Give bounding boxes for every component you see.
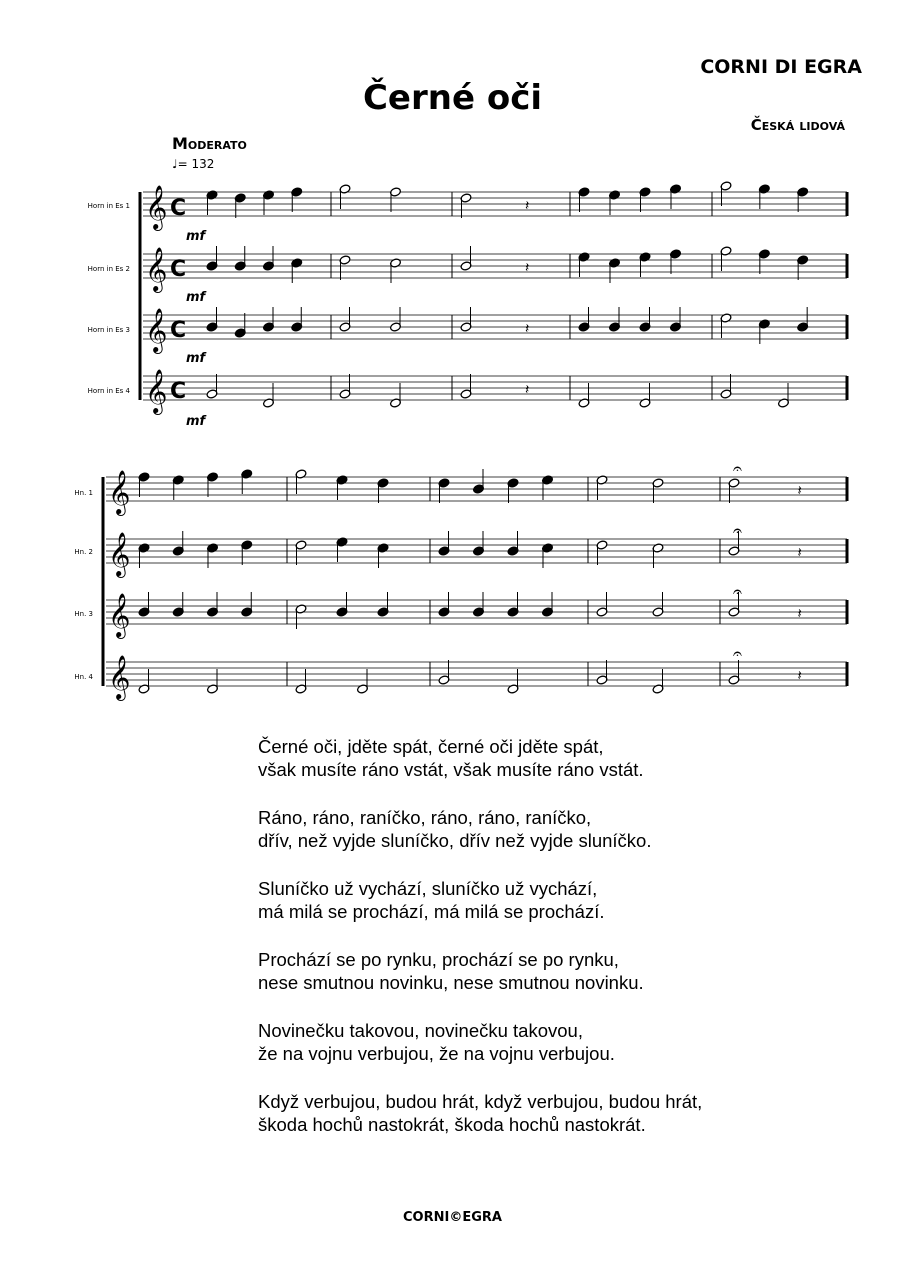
time-signature: C [170, 318, 187, 343]
time-signature: C [170, 379, 187, 404]
fermata: 𝄐 [733, 459, 742, 478]
lyrics-line: nese smutnou novinku, nese smutnou novinku. [258, 972, 644, 993]
lyrics-line: Když verbujou, budou hrát, když verbujou, budou hrát, [258, 1091, 703, 1112]
lyrics-line: škoda hochů nastokrát, škoda hochů nastokrát. [258, 1114, 646, 1135]
lyrics-line: Černé oči, jděte spát, černé oči jděte spát, [258, 736, 604, 757]
treble-clef: 𝄞 [145, 185, 168, 229]
lyrics-line: Prochází se po rynku, prochází se po rynku, [258, 949, 619, 970]
dynamic-mark: mf [186, 229, 206, 244]
dynamic-mark: mf [186, 351, 206, 366]
rest: 𝄽 [797, 668, 802, 684]
lyrics-line: má milá se prochází, má milá se prochází. [258, 901, 605, 922]
staff-label: Horn in Es 1 [87, 202, 130, 210]
lyrics [258, 735, 818, 1161]
treble-clef: 𝄞 [108, 470, 131, 514]
time-signatures [170, 196, 186, 404]
fermata: 𝄐 [733, 521, 742, 540]
treble-clef: 𝄞 [145, 369, 168, 413]
footer-credit: CORNI©EGRA [403, 1210, 502, 1225]
lyrics-stanza [258, 877, 818, 923]
dynamic-mark: mf [186, 290, 206, 305]
rest: 𝄽 [525, 321, 530, 337]
time-signature: C [170, 196, 187, 221]
staff-label: Hn. 2 [74, 548, 93, 556]
staff-label: Horn in Es 4 [87, 387, 130, 395]
treble-clef: 𝄞 [108, 593, 131, 637]
dynamic-mark: mf [186, 414, 206, 429]
rest: 𝄽 [797, 545, 802, 561]
fermata: 𝄐 [733, 582, 742, 601]
time-signature: C [170, 257, 187, 282]
rest: 𝄽 [525, 382, 530, 398]
lyrics-stanza [258, 806, 818, 852]
tempo-marking: Moderato [172, 134, 247, 153]
lyrics-line: dřív, než vyjde sluníčko, dřív než vyjde sluníčko. [258, 830, 652, 851]
system-2-labels [74, 489, 93, 681]
lyrics-line: že na vojnu verbujou, že na vojnu verbujou. [258, 1043, 615, 1064]
system-1-labels [88, 202, 131, 395]
staff-label: Hn. 1 [74, 489, 93, 497]
ensemble-name: CORNI DI EGRA [700, 56, 862, 78]
piece-title: Černé oči [362, 78, 543, 118]
lyrics-stanza [258, 1019, 818, 1065]
staff-label: Hn. 4 [74, 673, 93, 681]
origin-label: Česká lidová [750, 116, 845, 134]
fermata: 𝄐 [733, 644, 742, 663]
rest: 𝄽 [525, 198, 530, 214]
lyrics-line: Ráno, ráno, raníčko, ráno, ráno, raníčko, [258, 807, 592, 828]
treble-clef: 𝄞 [145, 308, 168, 352]
lyrics-line: Sluníčko už vychází, sluníčko už vychází, [258, 878, 598, 899]
staff-label: Horn in Es 2 [87, 265, 130, 273]
lyrics-stanza [258, 948, 818, 994]
treble-clef: 𝄞 [108, 532, 131, 576]
lyrics-stanza [258, 735, 818, 781]
staff-label: Horn in Es 3 [87, 326, 130, 334]
rest: 𝄽 [525, 260, 530, 276]
treble-clef: 𝄞 [145, 247, 168, 291]
staff-label: Hn. 3 [74, 610, 93, 618]
lyrics-stanza [258, 1090, 818, 1136]
dynamics [186, 229, 208, 429]
rest: 𝄽 [797, 483, 802, 499]
lyrics-line: Novinečku takovou, novinečku takovou, [258, 1020, 583, 1041]
lyrics-line: však musíte ráno vstát, však musíte ráno vstát. [258, 759, 644, 780]
metronome-marking: ♩= 132 [172, 157, 215, 171]
rest: 𝄽 [797, 606, 802, 622]
treble-clef: 𝄞 [108, 655, 131, 699]
